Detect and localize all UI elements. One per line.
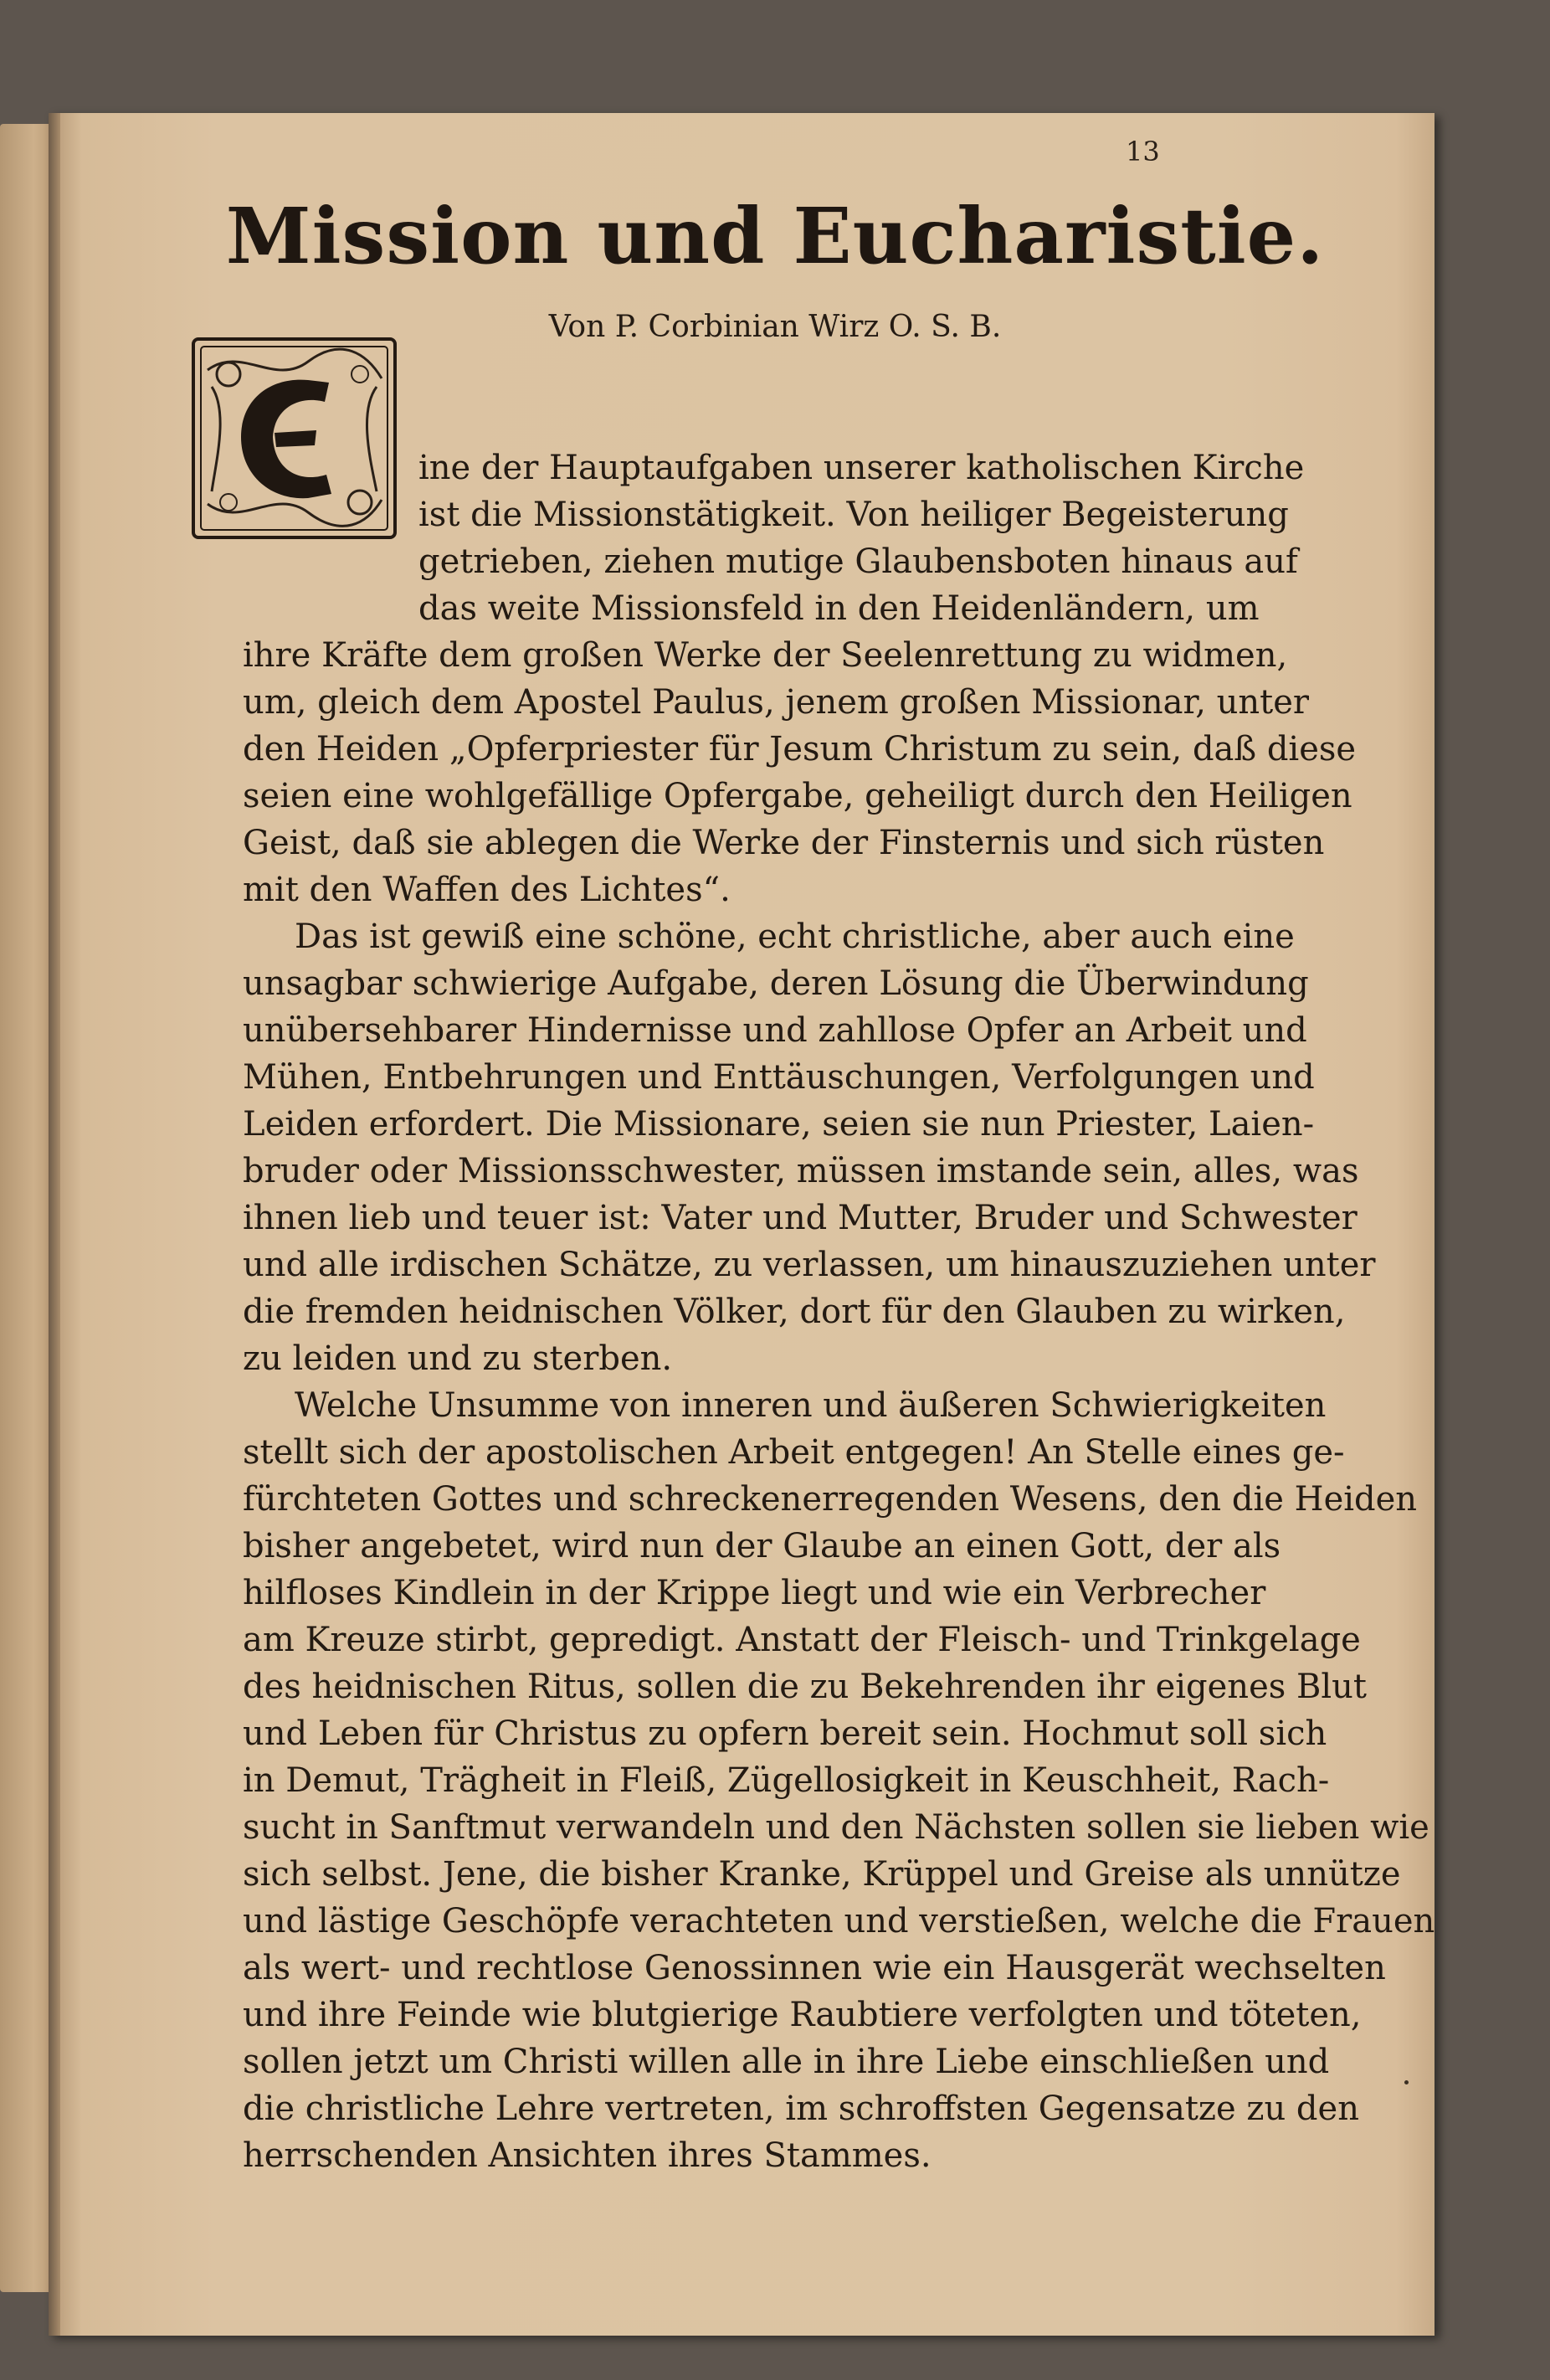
text-line: Das ist gewiß eine schöne, echt christliche, aber auch eine (295, 918, 1295, 956)
text-line: bisher angebetet, wird nun der Glaube an einen Gott, der als (243, 1527, 1281, 1565)
text-line: unsagbar schwierige Aufgabe, deren Lösung die Überwindung (243, 964, 1309, 1003)
text-line: sich selbst. Jene, die bisher Kranke, Krüppel und Greise als unnütze (243, 1855, 1401, 1894)
text-line: fürchteten Gottes und schreckenerregenden Wesens, den die Heiden (243, 1480, 1418, 1519)
text-line: die christliche Lehre vertreten, im schroffsten Gegensatze zu den (243, 2090, 1359, 2128)
page-number: 13 (1126, 136, 1160, 167)
author-byline: Von P. Corbinian Wirz O. S. B. (548, 310, 1002, 344)
text-line: mit den Waffen des Lichtes“. (243, 871, 731, 909)
text-line: als wert- und rechtlose Genossinnen wie ein Hausgerät wechselten (243, 1949, 1386, 1987)
text-line: zu leiden und zu sterben. (243, 1339, 673, 1378)
text-line: sollen jetzt um Christi willen alle in ihre Liebe einschließen und (243, 2043, 1330, 2081)
text-line: stellt sich der apostolischen Arbeit entgegen! An Stelle eines ge- (243, 1433, 1345, 1472)
text-line: und lästige Geschöpfe verachteten und verstießen, welche die Frauen (243, 1902, 1435, 1940)
text-line: und alle irdischen Schätze, zu verlassen, um hinauszuziehen unter (243, 1246, 1376, 1284)
text-line: und Leben für Christus zu opfern bereit sein. Hochmut soll sich (243, 1714, 1327, 1753)
text-line: und ihre Feinde wie blutgierige Raubtiere verfolgten und töteten, (243, 1996, 1362, 2034)
text-line: Geist, daß sie ablegen die Werke der Finsternis und sich rüsten (243, 824, 1325, 862)
text-line: herrschenden Ansichten ihres Stammes. (243, 2136, 932, 2175)
text-line: Leiden erfordert. Die Missionare, seien sie nun Priester, Laien- (243, 1105, 1315, 1144)
text-line: in Demut, Trägheit in Fleiß, Zügellosigkeit in Keuschheit, Rach- (243, 1761, 1330, 1800)
article-title: Mission und Eucharistie. (225, 191, 1325, 281)
text-line: ine der Hauptaufgaben unserer katholischen Kirche (418, 449, 1305, 487)
text-line: Mühen, Entbehrungen und Enttäuschungen, Verfolgungen und (243, 1058, 1315, 1097)
text-line: den Heiden „Opferpriester für Jesum Christum zu sein, daß diese (243, 730, 1357, 768)
text-line: das weite Missionsfeld in den Heidenländern, um (418, 589, 1260, 628)
text-line: hilfloses Kindlein in der Krippe liegt und wie ein Verbrecher (243, 1574, 1266, 1612)
text-line: ihnen lieb und teuer ist: Vater und Mutter, Bruder und Schwester (243, 1199, 1358, 1237)
text-line: sucht in Sanftmut verwandeln und den Nächsten sollen sie lieben wie (243, 1808, 1429, 1847)
text-line: getrieben, ziehen mutige Glaubensboten hinaus auf (418, 542, 1298, 581)
text-line: ist die Missionstätigkeit. Von heiliger Begeisterung (418, 496, 1289, 534)
text-line: am Kreuze stirbt, gepredigt. Anstatt der Fleisch- und Trinkgelage (243, 1621, 1361, 1659)
text-line: ihre Kräfte dem großen Werke der Seelenrettung zu widmen, (243, 636, 1288, 675)
text-line: unübersehbarer Hindernisse und zahllose Opfer an Arbeit und (243, 1011, 1307, 1050)
text-line: seien eine wohlgefällige Opfergabe, geheiligt durch den Heiligen (243, 777, 1352, 815)
text-line: bruder oder Missionsschwester, müssen imstande sein, alles, was (243, 1152, 1359, 1190)
text-line: die fremden heidnischen Völker, dort für den Glauben zu wirken, (243, 1293, 1346, 1331)
text-line: des heidnischen Ritus, sollen die zu Bekehrenden ihr eigenes Blut (243, 1668, 1368, 1706)
text-line: Welche Unsumme von inneren und äußeren Schwierigkeiten (295, 1386, 1327, 1425)
text-line: um, gleich dem Apostel Paulus, jenem großen Missionar, unter (243, 683, 1310, 722)
